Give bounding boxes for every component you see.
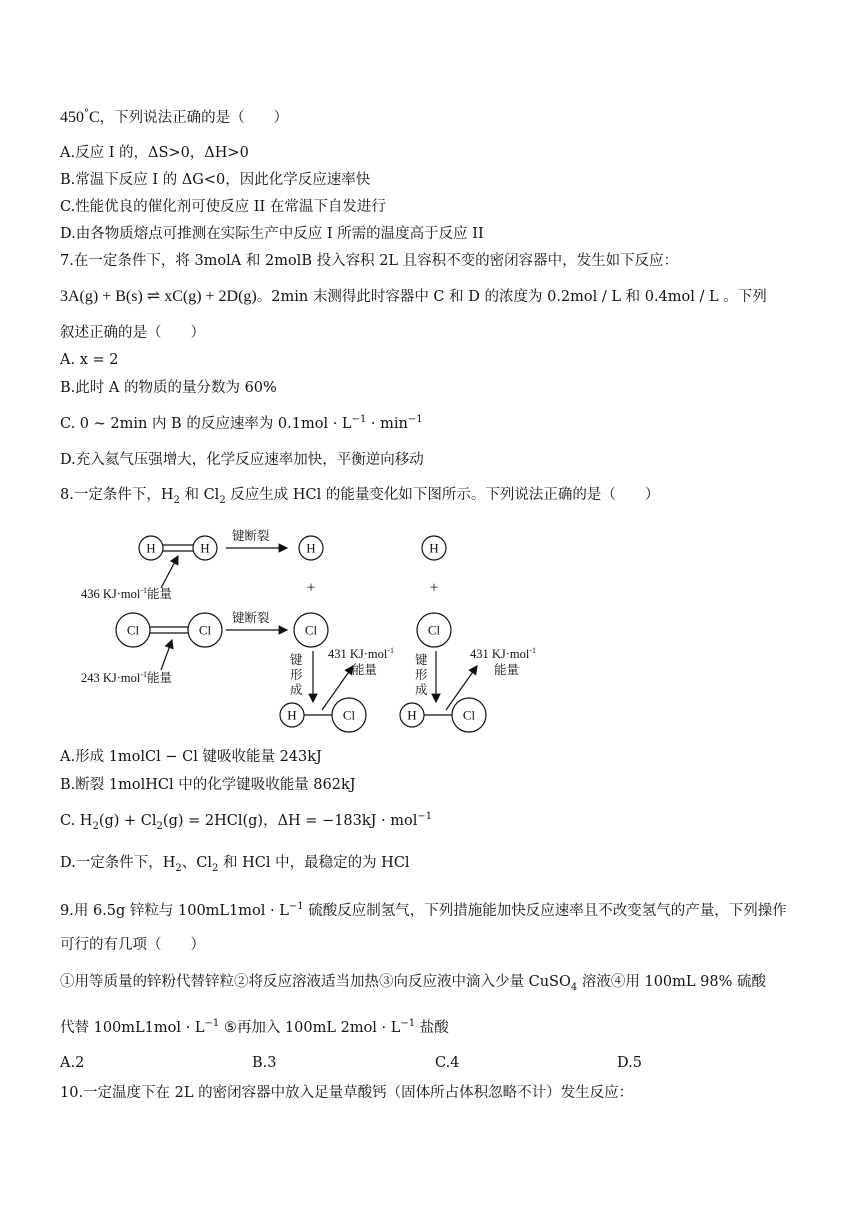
- q6-option-a: A.反应 I 的，ΔS>0，ΔH>0: [60, 145, 249, 161]
- q8-option-a: A.形成 1molCl − Cl 键吸收能量 243kJ: [60, 749, 322, 765]
- cl-label-3: Cl: [304, 622, 318, 638]
- q7-option-b: B.此时 A 的物质的量分数为 60%: [60, 380, 277, 396]
- q6-stem: 450°C，下列说法正确的是（ ）: [60, 108, 289, 126]
- energy-label-hcl-2: 431 KJ·mol$^{-1}$: [470, 646, 537, 661]
- q10-stem: 10.一定温度下在 2L 的密闭容器中放入足量草酸钙（固体所占体积忽略不计）发生反应：: [60, 1085, 634, 1101]
- cl-label-2: Cl: [198, 622, 212, 638]
- q9-option-c: C.4: [435, 1055, 460, 1071]
- q7-option-a: A. x = 2: [60, 352, 119, 368]
- q7-equation-line: 3A(g) + B(s) ⇌ xC(g) + 2D(g)。2min 末测得此时容器中 C 和 D 的浓度为 0.2mol / L 和 0.4mol / L 。下列: [60, 288, 767, 305]
- q9-stem-line3: ①用等质量的锌粉代替锌粒②将反应溶液适当加热③向反应液中滴入少量 CuSO$_4$ 溶液④用 100mL 98% 硫酸: [60, 974, 766, 993]
- form-label-2c: 成: [415, 683, 428, 697]
- q7-option-c: C. 0 ~ 2min 内 B 的反应速率为 $0.1mol \cdot L^{-1} \cdot \min^{-1}$: [60, 414, 423, 432]
- q9-option-d: D.5: [617, 1055, 642, 1071]
- hcl-h-label-2: H: [407, 707, 417, 723]
- form-label-2b: 形: [415, 668, 428, 682]
- q9-stem-line2: 可行的有几项（ ）: [60, 937, 205, 953]
- q7-option-d: D.充入氦气压强增大，化学反应速率加快，平衡逆向移动: [60, 452, 424, 468]
- q9-option-a: A.2: [60, 1055, 85, 1071]
- q7-stem: 7.在一定条件下，将 3molA 和 2molB 投入容积 2L 且容积不变的密闭容器中，发生如下反应：: [60, 253, 679, 269]
- q7-equation: 3A(g) + B(s) ⇌ xC(g) + 2D(g): [60, 288, 257, 305]
- plus-sign-1: +: [306, 579, 316, 597]
- h-label-4: H: [429, 540, 439, 556]
- q6-stem-text: ，下列说法正确的是（ ）: [99, 110, 289, 126]
- h-label-2: H: [200, 540, 210, 556]
- hcl-cl-label-2: Cl: [462, 707, 476, 723]
- form-label-1b: 形: [290, 668, 303, 682]
- form-label-1c: 成: [290, 683, 303, 697]
- break-label-hh: 键断裂: [232, 529, 270, 543]
- form-label-2a: 键: [415, 653, 428, 667]
- q9-option-b: B.3: [252, 1055, 277, 1071]
- q9-stem-line4: 代替 $100mL1mol \cdot L^{-1}$ ⑤再加入 100mL $2mol \cdot L^{-1}$ 盐酸: [60, 1018, 449, 1036]
- q8-option-b: B.断裂 1molHCl 中的化学键吸收能量 862kJ: [60, 777, 356, 793]
- q8-stem: 8.一定条件下，$H_2$ 和 $Cl_2$ 反应生成 HCl 的能量变化如下图所示。下列说法正确的是（ ）: [60, 487, 660, 506]
- hcl-cl-label-1: Cl: [342, 707, 356, 723]
- energy-label-hcl-1: 431 KJ·mol$^{-1}$: [328, 646, 395, 661]
- q6-option-c: C.性能优良的催化剂可使反应 II 在常温下自发进行: [60, 199, 386, 215]
- q8-option-d: D.一定条件下，$H_2$、$Cl_2$ 和 HCl 中，最稳定的为 HCl: [60, 855, 410, 874]
- q7-stem-line3: 叙述正确的是（ ）: [60, 325, 205, 341]
- plus-sign-2: +: [429, 579, 439, 597]
- energy-word-hcl-1: 能量: [352, 663, 378, 677]
- h-label-1: H: [146, 540, 156, 556]
- q6-option-d: D.由各物质熔点可推测在实际生产中反应 I 所需的温度高于反应 II: [60, 226, 484, 242]
- hcl-h-label-1: H: [287, 707, 297, 723]
- q9-stem-line1: 9.用 6.5g 锌粒与 $100mL1mol \cdot L^{-1}$ 硫酸反应制氢气，下列措施能加快反应速率且不改变氢气的产量，下列操作: [60, 901, 787, 919]
- cl-label-1: Cl: [126, 622, 140, 638]
- cl-label-4: Cl: [427, 622, 441, 638]
- q6-option-b: B.常温下反应 I 的 ΔG<0，因此化学反应速率快: [60, 172, 371, 188]
- energy-word-hcl-2: 能量: [494, 663, 520, 677]
- q8-option-c: C. $H_2(g) + Cl_2(g) = 2HCl(g)$，ΔH = −183kJ · mol$^{-1}$: [60, 811, 433, 832]
- break-label-clcl: 键断裂: [232, 611, 270, 625]
- h-label-3: H: [306, 540, 316, 556]
- energy-label-clcl: 243 KJ·mol$^{-1}$能量: [81, 670, 173, 685]
- form-label-1a: 键: [290, 653, 303, 667]
- energy-label-hh: 436 KJ·mol$^{-1}$能量: [81, 586, 173, 601]
- q6-temperature: 450: [60, 109, 84, 126]
